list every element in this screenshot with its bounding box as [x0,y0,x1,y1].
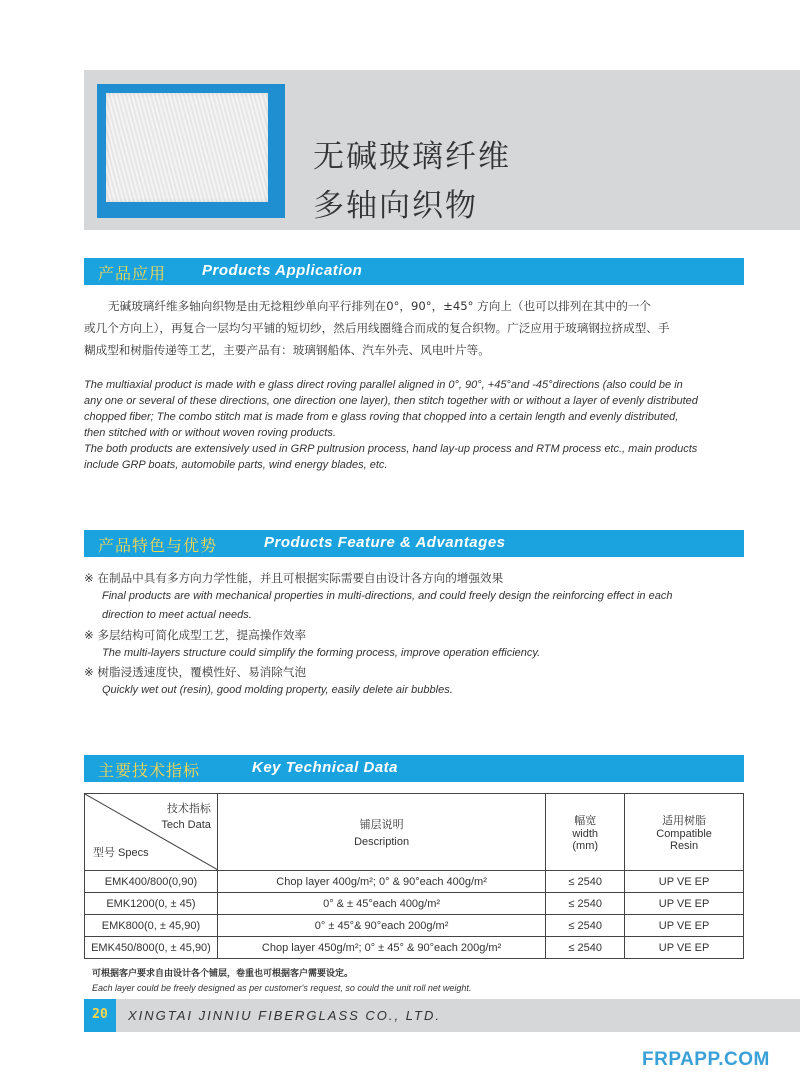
section-heading-en: Products Application [202,262,363,279]
application-zh-line: 无碱玻璃纤维多轴向织物是由无捻粗纱单向平行排列在0°，90°，±45° 方向上（也可以排列在其中的一个 [108,299,652,313]
section-heading-en: Products Feature & Advantages [264,534,506,551]
company-name: XINGTAI JINNIU FIBERGLASS CO., LTD. [128,1008,441,1023]
application-zh-line: 或几个方向上），再复合一层均匀平铺的短切纱，然后用线圈缝合而成的复合织物。广泛应用于玻璃钢拉挤成型、手 [84,321,670,335]
application-en-line: then stitched with or without woven roving products. [84,427,336,439]
table-row [85,937,744,959]
application-en-line: include GRP boats, automobile parts, wind energy blades, etc. [84,459,388,471]
table-row [85,893,744,915]
table-note-zh: 可根据客户要求自由设计各个铺层，卷重也可根据客户需要设定。 [92,969,354,979]
resin-cell: UP VE EP [625,893,744,915]
table-row [85,915,744,937]
application-en-line: The both products are extensively used in GRP pultrusion process, hand lay-up process and RTM process etc., main products [84,443,698,455]
section-heading-zh: 主要技术指标 [98,761,201,780]
feature-item-zh: ※ 在制品中具有多方向力学性能，并且可根据实际需要自由设计各方向的增强效果 [84,571,504,585]
resin-header [625,794,744,871]
width-header-en: width [572,828,599,840]
description-header-zh: 铺层说明 [359,819,404,831]
application-en-line: The multiaxial product is made with e glass direct roving parallel aligned in 0°, 90°, +45°and -45°directions (also could be in [84,379,683,391]
table-row [85,871,744,893]
spec-cell: EMK450/800(0, ± 45,90) [85,937,218,959]
width-header-zh: 幅宽 [574,815,597,827]
feature-item-en: Quickly wet out (resin), good molding property, easily delete air bubbles. [102,684,453,696]
width-cell: ≤ 2540 [546,871,625,893]
resin-cell: UP VE EP [625,871,744,893]
section-heading-en: Key Technical Data [252,759,398,776]
feature-item-zh: ※ 多层结构可简化成型工艺，提高操作效率 [84,628,307,642]
width-cell: ≤ 2540 [546,893,625,915]
table-note-en: Each layer could be freely designed as per customer's request, so could the unit roll net weight. [92,983,472,993]
application-en-text [84,377,754,473]
section-bar-application [84,258,744,285]
resin-cell: UP VE EP [625,915,744,937]
spec-cell: EMK1200(0, ± 45) [85,893,218,915]
width-header-unit: (mm) [572,840,599,852]
specs-label: 型号 Specs [93,847,149,859]
application-zh-line: 糊成型和树脂传递等工艺，主要产品有：玻璃钢船体、汽车外壳、风电叶片等。 [84,343,490,357]
resin-header-zh: 适用树脂 [662,815,707,827]
application-en-line: any one or several of these directions, one direction one layer), then stitch together with or without a layer of evenly distributed [84,395,698,407]
resin-header-en: Resin [670,840,699,852]
fabric-product-photo [106,93,268,202]
application-en-line: chopped fiber; The combo stitch mat is made from e glass roving that chopped into a certain length and evenly distributed, [84,411,679,423]
section-bar-technical [84,755,744,782]
feature-item-zh: ※ 树脂浸透速度快，覆模性好、易消除气泡 [84,665,307,679]
description-cell: 0° & ± 45°each 400g/m² [217,893,545,915]
description-header [217,794,545,871]
tech-data-label-zh: 技术指标 [166,803,211,815]
application-zh-text [84,295,754,361]
description-header-en: Description [354,836,410,848]
section-bar-features [84,530,744,557]
tech-data-label-en: Tech Data [161,819,211,831]
site-watermark: FRPAPP.COM [642,1049,770,1070]
width-header [546,794,625,871]
width-cell: ≤ 2540 [546,937,625,959]
spec-cell: EMK800(0, ± 45,90) [85,915,218,937]
diagonal-header-cell [85,794,218,871]
feature-item-en: The multi-layers structure could simplify the forming process, improve operation efficiency. [102,647,541,659]
section-heading-zh: 产品特色与优势 [98,536,218,555]
description-cell: Chop layer 400g/m²; 0° & 90°each 400g/m² [217,871,545,893]
resin-header-en: Compatible [656,828,712,840]
resin-cell: UP VE EP [625,937,744,959]
feature-item-en: direction to meet actual needs. [102,609,252,621]
page-title-line1: 无碱玻璃纤维 [313,139,511,175]
page-title-line2: 多轴向织物 [313,188,478,224]
spec-cell: EMK400/800(0,90) [85,871,218,893]
technical-data-table [84,793,744,959]
width-cell: ≤ 2540 [546,915,625,937]
section-heading-zh: 产品应用 [98,264,167,283]
table-header-row [85,794,744,871]
description-cell: 0° ± 45°& 90°each 200g/m² [217,915,545,937]
page-number: 20 [92,1007,108,1022]
description-cell: Chop layer 450g/m²; 0° ± 45° & 90°each 200g/m² [217,937,545,959]
feature-item-en: Final products are with mechanical properties in multi-directions, and could freely design the reinforcing effect in each [102,590,673,602]
